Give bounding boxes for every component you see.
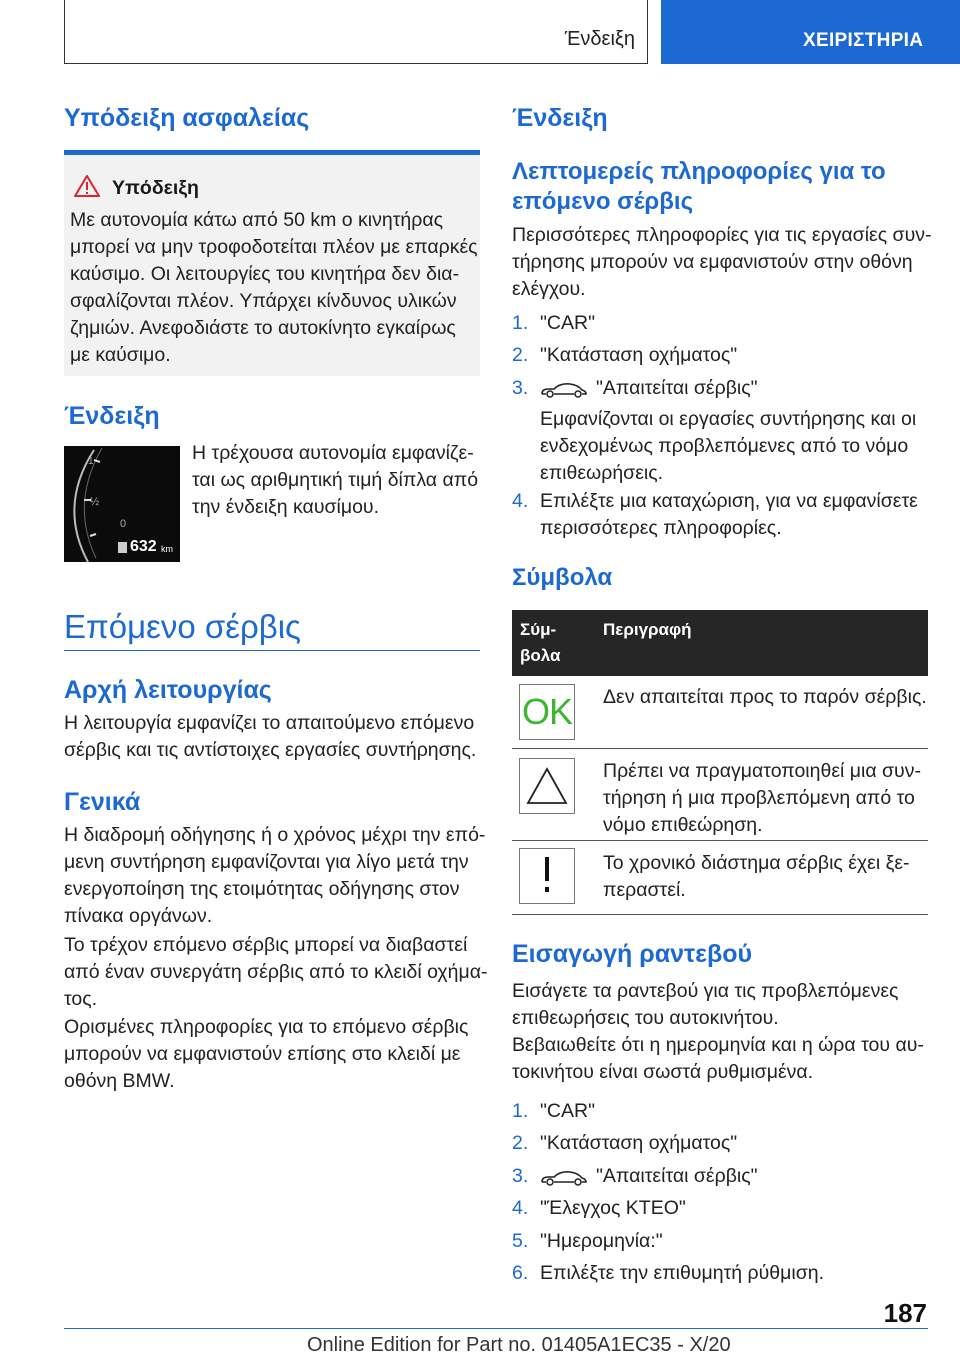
col-symbol-2: βολα (520, 646, 561, 665)
appointments-line: Βεβαιωθείτε ότι η ημερομηνία και η ώρα του αυ- (512, 1034, 924, 1056)
car-service-icon (540, 1169, 588, 1187)
details-text (512, 222, 932, 303)
principle-line: σέρβις και τις αντίστοιχες εργασίες συντήρησης. (64, 739, 477, 761)
general-para-3 (64, 1014, 468, 1095)
appointments-title: Εισαγωγή ραντεβού (512, 940, 753, 968)
range-unit: km (161, 544, 173, 554)
row-desc-ok (603, 684, 927, 711)
appointments-line: Εισάγετε τα ραντεβού για τις προβλεπόμενες (512, 980, 899, 1002)
general-line: τος. (64, 988, 98, 1010)
step-text: ενδεχομένως προβλεπόμενες από το νόμο (540, 435, 909, 457)
table-divider (512, 914, 928, 915)
warning-line: με καύσιμο. (70, 344, 171, 366)
display-text (192, 440, 478, 521)
step-text: "Απαιτείται σέρβις" (596, 377, 758, 399)
symbols-title: Σύμβολα (512, 564, 613, 591)
warning-title: Υπόδειξη (112, 177, 199, 199)
step-number: 2. (512, 344, 529, 366)
gauge-tick-half: ½ (90, 496, 100, 508)
next-service-title: Επόμενο σέρβις (64, 608, 301, 645)
edition-text: Online Edition for Part no. 01405A1EC35 - X/20 (307, 1334, 731, 1356)
step-text: "CAR" (540, 1100, 596, 1122)
header-bar (64, 0, 648, 64)
details-line: Περισσότερες πληροφορίες για τις εργασίες συν- (512, 224, 932, 246)
symbols-table-header (512, 610, 928, 676)
chapter-tab-label: ΧΕΙΡΙΣΤΗΡΙΑ (803, 30, 924, 51)
row-line: τήρηση ή μια προβλεπόμενη από το (603, 787, 915, 809)
appointments-para-2 (512, 1032, 924, 1086)
warning-line: καύσιμο. Οι λειτουργίες του κινητήρα δεν δια- (70, 263, 460, 285)
step-text: "Ημερομηνία:" (540, 1230, 663, 1252)
appointments-para-1 (512, 978, 898, 1032)
details-line: τήρησης μπορούν να εμφανιστούν στην οθόνη (512, 251, 913, 273)
general-para-1 (64, 822, 485, 930)
title-underline (64, 650, 480, 651)
general-line: Το τρέχον επόμενο σέρβις μπορεί να διαβαστεί (64, 934, 468, 956)
table-divider (512, 748, 928, 749)
row-line: περαστεί. (603, 879, 686, 901)
principle-title: Αρχή λειτουργίας (64, 676, 272, 704)
warning-line: ζημιών. Ανεφοδιάστε το αυτοκίνητο εγκαίρως (70, 317, 456, 339)
row-desc-triangle (603, 758, 921, 839)
display-line: ται ως αριθμητική τιμή δίπλα από (192, 469, 479, 491)
principle-line: Η λειτουργία εμφανίζει το απαιτούμενο επόμενο (64, 712, 475, 734)
table-divider (512, 840, 928, 841)
details-title-2: επόμενο σέρβις (512, 188, 694, 215)
step-text: "Έλεγχος ΚΤΕΟ" (540, 1197, 686, 1219)
details-title-1: Λεπτομερείς πληροφορίες για το (512, 158, 886, 185)
step-text: "Απαιτείται σέρβις" (596, 1165, 758, 1187)
general-title: Γενικά (64, 788, 141, 816)
step-text: περισσότερες πληροφορίες. (540, 517, 782, 539)
general-line: μπορούν να εμφανιστούν επίσης στο κλειδί με (64, 1043, 461, 1065)
step-number: 6. (512, 1262, 529, 1284)
step-text: "CAR" (540, 312, 596, 334)
col-description: Περιγραφή (603, 620, 692, 639)
triangle-icon (520, 759, 574, 813)
fuel-pump-icon (118, 542, 127, 553)
warning-line: σφαλίζονται πλέον. Υπάρχει κίνδυνος υλικών (70, 290, 457, 312)
row-line: νόμο επιθεώρηση. (603, 814, 763, 836)
step-text: Επιλέξτε μια καταχώριση, για να εμφανίσετε (540, 490, 918, 512)
row-line: Δεν απαιτείται προς το παρόν σέρβις. (603, 686, 927, 708)
step-number: 1. (512, 1100, 529, 1122)
step-number: 5. (512, 1230, 529, 1252)
step-number: 4. (512, 490, 529, 512)
general-line: οθόνη BMW. (64, 1070, 175, 1092)
footer-rule (64, 1328, 928, 1329)
principle-text (64, 710, 476, 764)
general-line: ενεργοποίηση της ετοιμότητας οδήγησης στον (64, 878, 460, 900)
step-number: 3. (512, 1165, 529, 1187)
general-line: πίνακα οργάνων. (64, 905, 213, 927)
step-text: Εμφανίζονται οι εργασίες συντήρησης και οι (540, 408, 917, 430)
display-title: Ένδειξη (64, 402, 160, 430)
warning-text (70, 207, 478, 369)
ok-symbol (519, 684, 575, 740)
col-symbol-1: Σύμ- (520, 620, 557, 639)
display-line: την ένδειξη καυσίμου. (192, 496, 380, 518)
general-para-2 (64, 932, 488, 1013)
row-line: Πρέπει να πραγματοποιηθεί μια συν- (603, 760, 921, 782)
appointments-line: τοκινήτου είναι σωστά ρυθμισμένα. (512, 1061, 814, 1083)
gauge-tick-zero: 0 (120, 518, 127, 530)
page-number: 187 (883, 1298, 927, 1328)
general-line: από έναν συνεργάτη σέρβις από το κλειδί οχήμα- (64, 961, 488, 983)
section-label: Ένδειξη (564, 28, 635, 50)
exclamation-symbol (519, 848, 575, 904)
row-line: Το χρονικό διάστημα σέρβις έχει ξε- (603, 852, 910, 874)
chapter-tab[interactable] (661, 0, 960, 64)
appointments-line: επιθεωρήσεις του αυτοκινήτου. (512, 1007, 779, 1029)
step-number: 2. (512, 1132, 529, 1154)
general-line: Η διαδρομή οδήγησης ή ο χρόνος μέχρι την επό- (64, 824, 486, 846)
details-line: ελέγχου. (512, 278, 586, 300)
display-line: Η τρέχουσα αυτονομία εμφανίζε- (192, 442, 474, 464)
triangle-symbol (519, 758, 575, 814)
general-line: Ορισμένες πληροφορίες για το επόμενο σέρβις (64, 1016, 469, 1038)
fuel-gauge-image (64, 446, 180, 562)
ok-symbol-label: OK (522, 691, 573, 732)
step-number: 1. (512, 312, 529, 334)
row-desc-exclamation (603, 850, 910, 904)
range-value: 632 (130, 538, 157, 555)
gauge-tick-one: 1 (88, 456, 94, 467)
warning-line: Με αυτονομία κάτω από 50 km ο κινητήρας (70, 209, 444, 231)
step-text: επιθεωρήσεις. (540, 462, 664, 484)
car-service-icon (540, 381, 588, 399)
step-number: 4. (512, 1197, 529, 1219)
right-display-title: Ένδειξη (512, 104, 608, 132)
warning-icon (74, 175, 100, 197)
general-line: μενη συντήρηση εμφανίζονται για λίγο μετά την (64, 851, 469, 873)
safety-title: Υπόδειξη ασφαλείας (64, 104, 310, 132)
step-number: 3. (512, 377, 529, 399)
warning-line: μπορεί να μην τροφοδοτείται πλέον με επαρκές (70, 236, 478, 258)
step-text: "Κατάσταση οχήματος" (540, 344, 738, 366)
step-text: "Κατάσταση οχήματος" (540, 1132, 738, 1154)
exclamation-icon (520, 849, 574, 903)
warning-box (64, 150, 480, 376)
step-text: Επιλέξτε την επιθυμητή ρύθμιση. (540, 1262, 824, 1284)
